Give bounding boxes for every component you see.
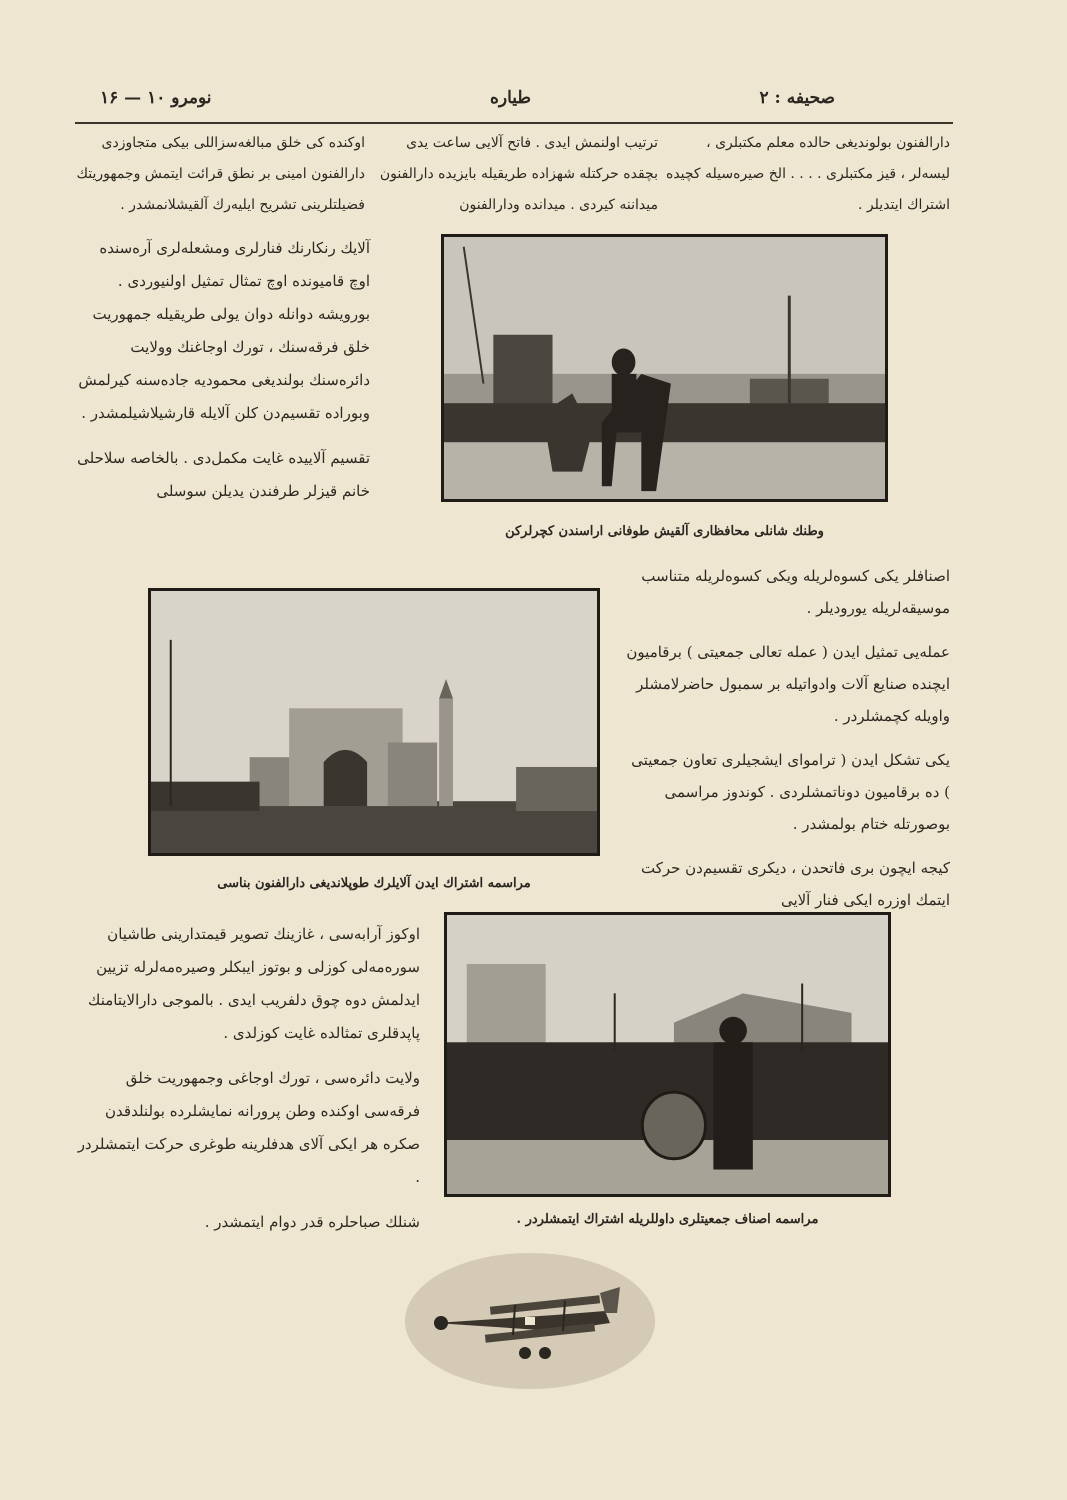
cavalry-photo-image bbox=[444, 237, 885, 499]
top-column-left: اوکنده کی خلق مبالغه‌سزاللی بیکی متجاوزدی دارالفنون امینی بر نطق قرائت ایتمش وجمهوریتك فضیلتلرینی تشریح ایلیه‌رك آلقیشلانمشدر . bbox=[76, 135, 365, 213]
photo-3-caption: مراسمه اصناف جمعیتلری داوللریله اشتراك ایتمشلردر . bbox=[516, 1212, 819, 1227]
paragraph: اصنافلر یکی کسوه‌لریله ویکی کسوه‌لریله متناسب موسیقه‌لریله یورودیلر . bbox=[641, 567, 950, 617]
paragraph: ولایت دائره‌سی ، تورك اوجاغی وجمهوریت خلق فرقه‌سی اوکنده وطن پرورانه نمایشلرده بولنلدقدن صکره هر ایکی آلای هدفلرینه طوغری حرکت ایتمشلردر . bbox=[77, 1069, 420, 1186]
page-header bbox=[70, 88, 950, 116]
photo-guild-drummers bbox=[444, 912, 891, 1197]
paragraph: کیجه ایچون بری فاتحدن ، دیکری تقسیم‌دن حرکت ایتمك اوزره ایکی فنار آلایی bbox=[640, 859, 950, 909]
paragraph: تقسیم آلاییده غایت مکمل‌دی . بالخاصه سلاحلی خانم قیزلر طرفندن یدیلن سوسلی bbox=[77, 449, 370, 500]
paragraph: یکی تشکل ایدن ( تراموای ایشجیلری تعاون جمعیتی ) ده برقامیون دوناتمشلردی . کوندوز مراسمی بوصورتله ختام بولمشدر . bbox=[631, 751, 950, 833]
airplane-icon bbox=[405, 1253, 655, 1389]
right-column-2 bbox=[625, 560, 950, 928]
page-label: صحیفه : ۲ bbox=[759, 88, 835, 108]
photo-cavalry-parade bbox=[441, 234, 888, 502]
paragraph: آلایك رنكارنك فنارلری ومشعله‌لری آره‌سنده اوچ قامیونده اوچ تمثال تمثیل اولنیوردی . بورویشه دوانله دوان یولی طریقیله جمهوریت خلق فرقه‌سنك ، تورك اوجاغنك وولایت دائره‌سنك بولندیغی محمودیه جاده‌سنه کیرلمش وبوراده تقسیم‌دن کلن آلایله قارشیلاشیلمشدر . bbox=[78, 239, 370, 422]
header-rule bbox=[75, 122, 953, 124]
left-column-3 bbox=[75, 918, 420, 1251]
paragraph: شنلك صباحلره قدر دوام ایتمشدر . bbox=[204, 1213, 420, 1231]
journal-title: طیاره bbox=[490, 88, 531, 108]
issue-number: نومرو ۱۰ — ۱۶ bbox=[100, 88, 212, 108]
airplane-emblem bbox=[405, 1253, 655, 1389]
photo-university-building bbox=[148, 588, 600, 856]
photo-1-caption: وطنك شانلی محافظاری آلقیش طوفانی اراسندن کچرلرکن bbox=[505, 524, 824, 539]
paragraph: عمله‌یی تمثیل ایدن ( عمله تعالی جمعیتی ) برقامیون ایچنده صنایع آلات وادواتیله بر سمبول حاضرلامشلر واویله کچمشلردر . bbox=[626, 643, 950, 725]
top-column-right: دارالفنون بولوندیغی حالده معلم مکتبلری ، لیسه‌لر ، قیز مکتبلری . . . . الخ صیره‌سیله کچیده اشتراك ایتدیلر . bbox=[665, 135, 950, 213]
left-column-1 bbox=[75, 232, 370, 520]
university-photo-image bbox=[151, 591, 597, 853]
photo-2-caption: مراسمه اشتراك ایدن آلایلرك طوپلاندیغی دارالفنون بناسی bbox=[217, 876, 531, 891]
drummers-photo-image bbox=[447, 915, 888, 1194]
top-column-middle: ترتیب اولنمش ایدی . فاتح آلایی ساعت یدی بچقده حرکتله شهزاده طریقیله بایزیده دارالفنون میداننه کیردی . میدانده ودارالفنون bbox=[379, 135, 658, 213]
paragraph: اوکوز آرابه‌سی ، غازینك تصویر قیمتدارینی طاشیان سوره‌مه‌لی کوزلی و بوتوز ایبکلر وصیره‌مه‌لرله تزیین ایدلمش دوه چوق دلفریب ایدی . بالموجی دارالایتامنك پاپدقلری تمثالده غایت کوزلدی . bbox=[88, 925, 420, 1042]
